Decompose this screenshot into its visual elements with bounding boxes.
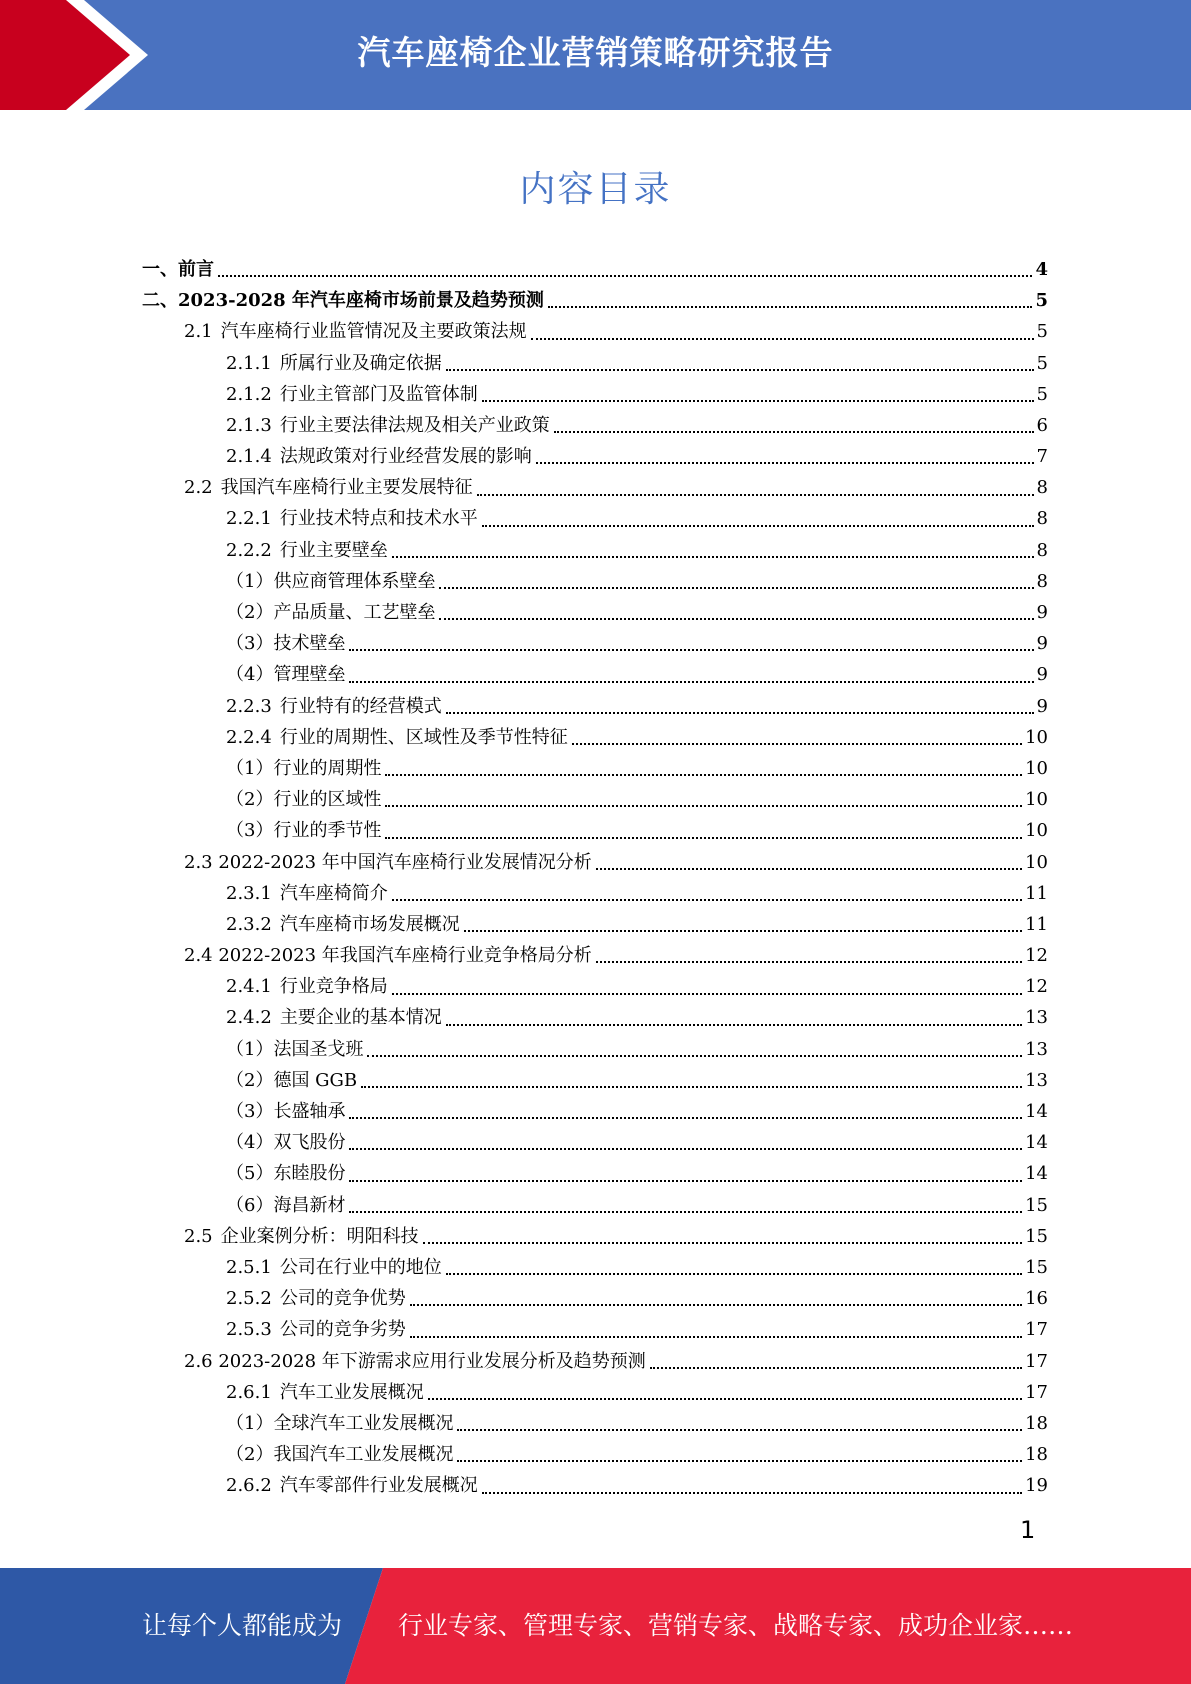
toc-entry-title: （1）全球汽车工业发展概况 [226,1412,454,1434]
toc-entry[interactable] [142,971,1048,1002]
toc-entry[interactable] [142,815,1048,846]
toc-leader-dots [446,1273,1022,1275]
page-footer [0,1568,1191,1684]
toc-leader-dots [392,993,1022,995]
toc-entry[interactable] [142,316,1048,347]
toc-entry-page: 5 [1035,290,1048,312]
toc-entry[interactable] [142,1221,1048,1252]
toc-leader-dots [650,1367,1022,1369]
toc-entry-page: 14 [1025,1163,1048,1185]
toc-entry-page: 15 [1025,1194,1048,1216]
toc-leader-dots [446,369,1034,371]
toc-entry-title: 汽车座椅市场发展概况 [279,913,460,935]
toc-entry-number: 2.3.2 [226,913,272,935]
toc-entry[interactable] [142,1314,1048,1345]
toc-entry[interactable] [142,1408,1048,1439]
toc-entry-page: 9 [1036,664,1048,686]
toc-entry-title: 我国汽车座椅行业主要发展特征 [220,477,473,499]
toc-entry[interactable] [142,254,1048,285]
toc-entry-page: 10 [1025,726,1048,748]
toc-entry-title: 2.3 2022-2023 年中国汽车座椅行业发展情况分析 [184,851,592,873]
page-number: 1 [1020,1516,1036,1544]
toc-entry[interactable] [142,285,1048,316]
toc-entry-page: 16 [1025,1288,1048,1310]
toc-entry-title: （1）法国圣戈班 [226,1038,364,1060]
toc-entry-title: （4）双飞股份 [226,1132,346,1154]
toc-leader-dots [482,400,1034,402]
toc-entry[interactable] [142,504,1048,535]
toc-leader-dots [218,275,1032,277]
toc-entry-title: （2）德国 GGB [226,1069,358,1091]
toc-entry[interactable] [142,1034,1048,1065]
toc-entry-title: （3）技术壁垒 [226,633,346,655]
toc-entry-title: 二、2023-2028 年汽车座椅市场前景及趋势预测 [142,290,544,312]
toc-entry[interactable] [142,1158,1048,1189]
toc-entry-page: 10 [1025,757,1048,779]
toc-entry[interactable] [142,410,1048,441]
toc-entry-page: 17 [1025,1350,1048,1372]
toc-leader-dots [385,837,1022,839]
toc-entry-page: 5 [1036,352,1048,374]
toc-entry[interactable] [142,1003,1048,1034]
toc-leader-dots [423,1242,1022,1244]
toc-entry[interactable] [142,1346,1048,1377]
footer-slogan-right: 行业专家、管理专家、营销专家、战略专家、成功企业家…… [398,1611,1074,1640]
toc-entry-title: （2）产品质量、工艺壁垒 [226,602,436,624]
toc-entry-number: 2.1 [184,321,213,343]
toc-entry-number: 2.3.1 [226,882,272,904]
toc-leader-dots [410,1304,1022,1306]
toc-entry[interactable] [142,1096,1048,1127]
toc-leader-dots [349,1117,1022,1119]
toc-entry-number: 2.2.1 [226,508,272,530]
toc-entry[interactable] [142,1377,1048,1408]
toc-entry-page: 5 [1036,321,1048,343]
toc-entry-number: 2.5.2 [226,1288,272,1310]
toc-leader-dots [367,1055,1022,1057]
toc-leader-dots [385,805,1022,807]
toc-entry-number: 2.5.1 [226,1256,272,1278]
toc-entry-page: 17 [1025,1319,1048,1341]
toc-leader-dots [446,1024,1022,1026]
toc-entry-title: 行业主要壁垒 [279,539,388,561]
toc-entry-title: （2）我国汽车工业发展概况 [226,1444,454,1466]
toc-entry-page: 13 [1025,1038,1048,1060]
toc-entry-page: 19 [1025,1475,1048,1497]
toc-leader-dots [385,774,1022,776]
toc-entry[interactable] [142,535,1048,566]
toc-entry-page: 8 [1036,508,1048,530]
toc-leader-dots [392,899,1022,901]
toc-entry-title: 汽车座椅行业监管情况及主要政策法规 [220,321,527,343]
toc-leader-dots [482,1492,1022,1494]
toc-leader-dots [596,868,1022,870]
toc-entry[interactable] [142,909,1048,940]
toc-entry-page: 9 [1036,602,1048,624]
toc-entry[interactable] [142,1065,1048,1096]
toc-entry-page: 17 [1025,1381,1048,1403]
toc-entry[interactable] [142,1283,1048,1314]
toc-entry-number: 2.2.2 [226,539,272,561]
toc-leader-dots [428,1398,1022,1400]
toc-entry-page: 10 [1025,851,1048,873]
toc-entry-number: 2.5.3 [226,1319,272,1341]
toc-entry-page: 12 [1025,976,1048,998]
toc-entry-title: 所属行业及确定依据 [279,352,442,374]
toc-entry[interactable] [142,1190,1048,1221]
toc-entry-title: 汽车座椅简介 [279,882,388,904]
toc-entry-title: 行业竞争格局 [279,976,388,998]
toc-leader-dots [482,525,1034,527]
toc-entry-title: （4）管理壁垒 [226,664,346,686]
toc-entry-page: 8 [1036,539,1048,561]
toc-entry-page: 14 [1025,1132,1048,1154]
toc-entry-title: 汽车工业发展概况 [279,1381,424,1403]
toc-entry-number: 2.1.3 [226,414,272,436]
toc-entry[interactable] [142,878,1048,909]
toc-entry-title: 企业案例分析：明阳科技 [220,1225,419,1247]
toc-entry-page: 11 [1025,913,1048,935]
toc-entry-page: 15 [1025,1225,1048,1247]
toc-entry-title: （5）东睦股份 [226,1163,346,1185]
toc-entry-title: 公司的竞争劣势 [279,1319,406,1341]
toc-entry-page: 11 [1025,882,1048,904]
toc-entry[interactable] [142,1252,1048,1283]
toc-entry-title: 一、前言 [142,258,214,280]
toc-entry[interactable] [142,940,1048,971]
toc-entry-page: 8 [1036,570,1048,592]
toc-entry-page: 10 [1025,789,1048,811]
toc-entry-number: 2.2.3 [226,695,272,717]
toc-entry-page: 13 [1025,1069,1048,1091]
toc-entry-title: 汽车零部件行业发展概况 [279,1475,478,1497]
toc-leader-dots [349,1211,1022,1213]
toc-entry-page: 5 [1036,383,1048,405]
toc-entry-title: 行业的周期性、区域性及季节性特征 [279,726,568,748]
toc-leader-dots [572,743,1022,745]
toc-entry[interactable] [142,847,1048,878]
toc-entry-number: 2.1.2 [226,383,272,405]
toc-entry[interactable] [142,691,1048,722]
toc-entry-page: 9 [1036,695,1048,717]
toc-entry-number: 2.1.4 [226,446,272,468]
toc-entry-title: 行业主要法律法规及相关产业政策 [279,414,550,436]
toc-leader-dots [457,1460,1022,1462]
toc-entry[interactable] [142,659,1048,690]
toc-entry-number: 2.6.1 [226,1381,272,1403]
toc-entry[interactable] [142,722,1048,753]
toc-entry-title: （3）长盛轴承 [226,1101,346,1123]
toc-entry-page: 13 [1025,1007,1048,1029]
toc-entry[interactable] [142,628,1048,659]
toc-entry-title: 行业技术特点和技术水平 [279,508,478,530]
toc-entry-page: 4 [1035,258,1048,280]
toc-leader-dots [349,649,1033,651]
toc-entry-number: 2.1.1 [226,352,272,374]
toc-heading: 内容目录 [519,169,672,210]
toc-leader-dots [392,556,1034,558]
toc-entry-title: （1）供应商管理体系壁垒 [226,570,436,592]
toc-leader-dots [349,1148,1022,1150]
toc-entry[interactable] [142,348,1048,379]
toc-entry[interactable] [142,1127,1048,1158]
toc-entry-page: 8 [1036,477,1048,499]
footer-slogan-left: 让每个人都能成为 [142,1611,343,1640]
toc-entry-number: 2.5 [184,1225,213,1247]
report-title: 汽车座椅企业营销策略研究报告 [357,33,834,72]
toc-entry-page: 9 [1036,633,1048,655]
toc-entry-number: 2.2.4 [226,726,272,748]
toc-leader-dots [457,1429,1022,1431]
toc-entry[interactable] [142,566,1048,597]
toc-entry-page: 12 [1025,945,1048,967]
toc-entry-title: 2.6 2023-2028 年下游需求应用行业发展分析及趋势预测 [184,1350,646,1372]
toc-entry-page: 6 [1036,414,1048,436]
toc-entry-title: 公司在行业中的地位 [279,1256,442,1278]
toc-leader-dots [349,1180,1022,1182]
toc-leader-dots [548,306,1033,308]
toc-leader-dots [531,338,1034,340]
toc-entry[interactable] [142,1470,1048,1501]
toc-entry-title: （1）行业的周期性 [226,757,382,779]
toc-leader-dots [410,1336,1022,1338]
toc-entry-page: 14 [1025,1101,1048,1123]
toc-entry-page: 18 [1025,1444,1048,1466]
toc-entry-number: 2.4.2 [226,1007,272,1029]
toc-leader-dots [596,961,1022,963]
toc-leader-dots [439,618,1033,620]
toc-entry-title: 主要企业的基本情况 [279,1007,442,1029]
toc-leader-dots [536,462,1034,464]
toc-entry[interactable] [142,472,1048,503]
toc-entry-title: （6）海昌新材 [226,1194,346,1216]
toc-leader-dots [446,712,1034,714]
table-of-contents [142,254,1048,1502]
toc-entry-title: 法规政策对行业经营发展的影响 [279,446,532,468]
toc-entry[interactable] [142,597,1048,628]
toc-entry-number: 2.4.1 [226,976,272,998]
toc-entry-number: 2.2 [184,477,213,499]
page-header [0,0,1191,110]
toc-entry-page: 10 [1025,820,1048,842]
toc-entry[interactable] [142,379,1048,410]
toc-leader-dots [464,930,1022,932]
toc-entry-page: 7 [1036,446,1048,468]
toc-leader-dots [439,587,1033,589]
toc-entry[interactable] [142,1439,1048,1470]
toc-entry[interactable] [142,784,1048,815]
toc-entry-page: 18 [1025,1412,1048,1434]
toc-entry-title: 2.4 2022-2023 年我国汽车座椅行业竞争格局分析 [184,945,592,967]
toc-leader-dots [361,1086,1022,1088]
toc-entry-title: 行业特有的经营模式 [279,695,442,717]
toc-entry[interactable] [142,753,1048,784]
toc-entry-title: （2）行业的区域性 [226,789,382,811]
toc-entry-title: 公司的竞争优势 [279,1288,406,1310]
toc-entry-page: 15 [1025,1256,1048,1278]
toc-leader-dots [554,431,1034,433]
toc-entry-title: 行业主管部门及监管体制 [279,383,478,405]
toc-entry-title: （3）行业的季节性 [226,820,382,842]
toc-leader-dots [349,681,1033,683]
toc-entry-number: 2.6.2 [226,1475,272,1497]
toc-leader-dots [477,494,1034,496]
toc-entry[interactable] [142,441,1048,472]
